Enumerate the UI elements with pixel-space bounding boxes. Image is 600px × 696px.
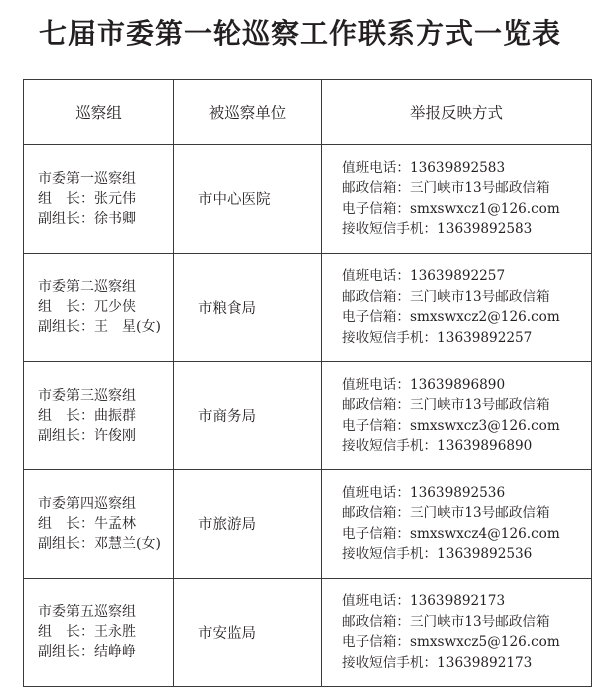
mail-line: 邮政信箱：三门峡市13号邮政信箱: [342, 505, 550, 522]
mail-line: 邮政信箱：三门峡市13号邮政信箱: [342, 288, 550, 305]
email-line: 电子信箱：smxswxcz2@126.com: [342, 309, 560, 326]
sms-line: 接收短信手机：13639892173: [342, 654, 533, 671]
group-leader: 组 长：兀少侠: [38, 299, 136, 316]
group-name: 市委第三巡察组: [38, 387, 136, 404]
mail-line: 邮政信箱：三门峡市13号邮政信箱: [342, 613, 550, 630]
group-leader: 组 长：牛孟林: [38, 515, 136, 532]
sms-line: 接收短信手机：13639892583: [342, 221, 533, 238]
header-contact: 举报反映方式: [322, 80, 592, 145]
group-deputy: 副组长：结峥峥: [38, 644, 136, 661]
group-deputy: 副组长：邓慧兰(女): [38, 535, 161, 552]
group-name: 市委第五巡察组: [38, 604, 136, 621]
group-cell: [24, 145, 174, 253]
contact-cell: [322, 145, 592, 253]
unit-cell: 市中心医院: [174, 145, 322, 253]
contact-table: [23, 79, 592, 687]
contact-cell: [322, 470, 592, 578]
group-name: 市委第一巡察组: [38, 170, 136, 187]
unit-cell: 市安监局: [174, 578, 322, 686]
sms-line: 接收短信手机：13639892536: [342, 546, 533, 563]
table-row: [24, 470, 592, 578]
email-line: 电子信箱：smxswxcz5@126.com: [342, 634, 560, 651]
group-deputy: 副组长：许俊刚: [38, 427, 136, 444]
group-cell: [24, 253, 174, 361]
unit-cell: 市商务局: [174, 361, 322, 469]
group-cell: [24, 470, 174, 578]
sms-line: 接收短信手机：13639896890: [342, 438, 533, 455]
group-leader: 组 长：王永胜: [38, 624, 136, 641]
table-row: [24, 253, 592, 361]
email-line: 电子信箱：smxswxcz1@126.com: [342, 200, 560, 217]
mail-line: 邮政信箱：三门峡市13号邮政信箱: [342, 397, 550, 414]
header-group: 巡察组: [24, 80, 174, 145]
table-row: [24, 361, 592, 469]
unit-cell: 市粮食局: [174, 253, 322, 361]
group-deputy: 副组长：王 星(女): [38, 319, 161, 336]
group-name: 市委第二巡察组: [38, 279, 136, 296]
contact-cell: [322, 361, 592, 469]
sms-line: 接收短信手机：13639892257: [342, 329, 533, 346]
group-leader: 组 长：张元伟: [38, 190, 136, 207]
email-line: 电子信箱：smxswxcz4@126.com: [342, 525, 560, 542]
mail-line: 邮政信箱：三门峡市13号邮政信箱: [342, 180, 550, 197]
table-row: [24, 578, 592, 686]
email-line: 电子信箱：smxswxcz3@126.com: [342, 417, 560, 434]
group-deputy: 副组长：徐书卿: [38, 210, 136, 227]
group-cell: [24, 578, 174, 686]
group-name: 市委第四巡察组: [38, 495, 136, 512]
unit-cell: 市旅游局: [174, 470, 322, 578]
phone-line: 值班电话：13639892173: [342, 593, 506, 610]
header-unit: 被巡察单位: [174, 80, 322, 145]
contact-cell: [322, 578, 592, 686]
phone-line: 值班电话：13639892257: [342, 268, 506, 285]
page-title: 七届市委第一轮巡察工作联系方式一览表: [38, 17, 561, 50]
table-row: [24, 145, 592, 253]
group-cell: [24, 361, 174, 469]
contact-cell: [322, 253, 592, 361]
phone-line: 值班电话：13639892583: [342, 159, 506, 176]
table-header-row: [24, 80, 592, 145]
phone-line: 值班电话：13639896890: [342, 376, 506, 393]
phone-line: 值班电话：13639892536: [342, 484, 506, 501]
group-leader: 组 长：曲振群: [38, 407, 136, 424]
